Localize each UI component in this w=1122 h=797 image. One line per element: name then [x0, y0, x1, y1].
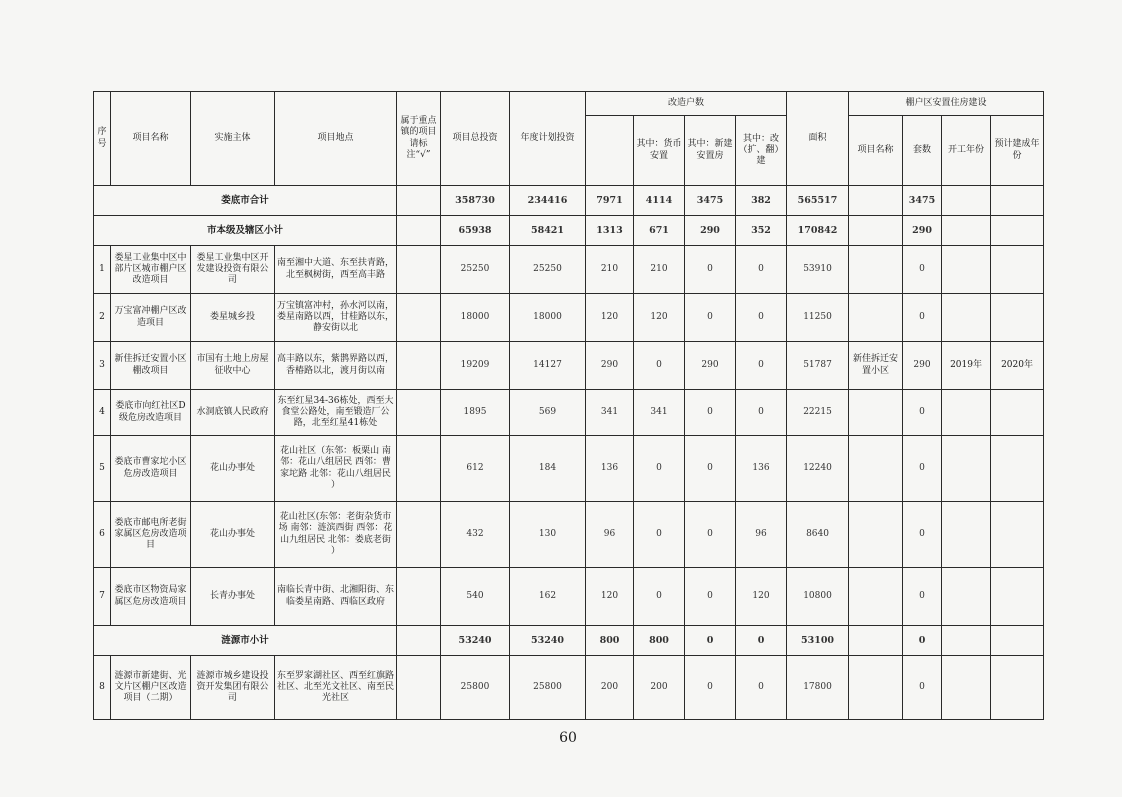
table-row: 8 涟源市新建街、光文片区棚户区改造项目（二期） 涟源市城乡建设投资开发集团有限公司 东至罗家湖社区、西至红旗路社区、北至光文社区、南至民光社区 25800 25800 200 200 0 0 17800 0: [94, 656, 1044, 720]
table-row: 2 万宝富冲棚户区改造项目 娄星城乡投 万宝镇富冲村，孙水河以南，娄星南路以西，甘桂路以东，静安街以北 18000 18000 120 120 0 0 11250 0: [94, 294, 1044, 342]
table-row: 7 娄底市区物资局家属区危房改造项目 长青办事处 南临长青中街、北湘阳街、东临娄星南路、西临区政府 540 162 120 0 0 120 10800 0: [94, 568, 1044, 626]
header-area: 面积: [787, 92, 849, 186]
header-seq: 序号: [94, 92, 111, 186]
table-row: 4 娄底市向红社区D级危房改造项目 水洞底镇人民政府 东至红星34-36栋处，西至大食堂公路处，南至锻造厂公路，北至红星41栋处 1895 569 341 341 0 0 22215 0: [94, 390, 1044, 436]
header-location: 项目地点: [275, 92, 397, 186]
header-resettlement-housing: 棚户区安置住房建设: [849, 92, 1044, 116]
table-row: 1 娄星工业集中区中部片区城市棚户区改造项目 娄星工业集中区开发建设投资有限公司 南至湘中大道、东至扶青路，北至枫树街，西至高丰路 25250 25250 210 210 0 0 53910 0: [94, 246, 1044, 294]
page-number: 60: [559, 730, 577, 746]
summary-row-city-level: 市本级及辖区小计 65938 58421 1313 671 290 352 170842 290: [94, 216, 1044, 246]
header-households-total: [586, 116, 634, 186]
summary-row-lianyuan: 涟源市小计 53240 53240 800 800 0 0 53100 0: [94, 626, 1044, 656]
summary-label: 涟源市小计: [94, 626, 397, 656]
table-row: 6 娄底市邮电所老街家属区危房改造项目 花山办事处 花山社区(东邻：老街杂货市场 南邻：涟滨西街 西邻：花山九组居民 北邻：娄底老街 ） 432 130 96 0 0 96 8640 0: [94, 502, 1044, 568]
header-project-name: 项目名称: [111, 92, 191, 186]
table-row: 3 新佳拆迁安置小区棚改项目 市国有土地上房屋征收中心 高丰路以东，紫鹊界路以西，香椿路以北，渡月街以南 19209 14127 290 0 290 0 51787 新佳拆迁安置小区 290 2019年 2020年: [94, 342, 1044, 390]
header-new-resettlement: 其中：新建安置房: [685, 116, 736, 186]
summary-row-loudi: 娄底市合计 358730 234416 7971 4114 3475 382 565517 3475: [94, 186, 1044, 216]
header-total-investment: 项目总投资: [441, 92, 510, 186]
header-implementer: 实施主体: [191, 92, 275, 186]
header-currency-resettlement: 其中：货币安置: [634, 116, 685, 186]
header-rh-units: 套数: [903, 116, 942, 186]
header-renovation-households: 改造户数: [586, 92, 787, 116]
summary-label: 娄底市合计: [94, 186, 397, 216]
header-annual-investment: 年度计划投资: [510, 92, 586, 186]
header-rh-start-year: 开工年份: [942, 116, 991, 186]
header-rh-complete-year: 预计建成年份: [991, 116, 1044, 186]
table-row: 5 娄底市曹家坨小区危房改造项目 花山办事处 花山社区（东邻：板栗山 南邻：花山八组居民 西邻：曹家坨路 北邻：花山八组居民 ） 612 184 136 0 0 136 12240 0: [94, 436, 1044, 502]
header-rh-project-name: 项目名称: [849, 116, 903, 186]
header-key-town: 属于重点镇的项目请标注“√”: [397, 92, 441, 186]
header-rebuild: 其中：改（扩、翻）建: [736, 116, 787, 186]
summary-label: 市本级及辖区小计: [94, 216, 397, 246]
shantytown-renovation-table: [93, 91, 1044, 720]
